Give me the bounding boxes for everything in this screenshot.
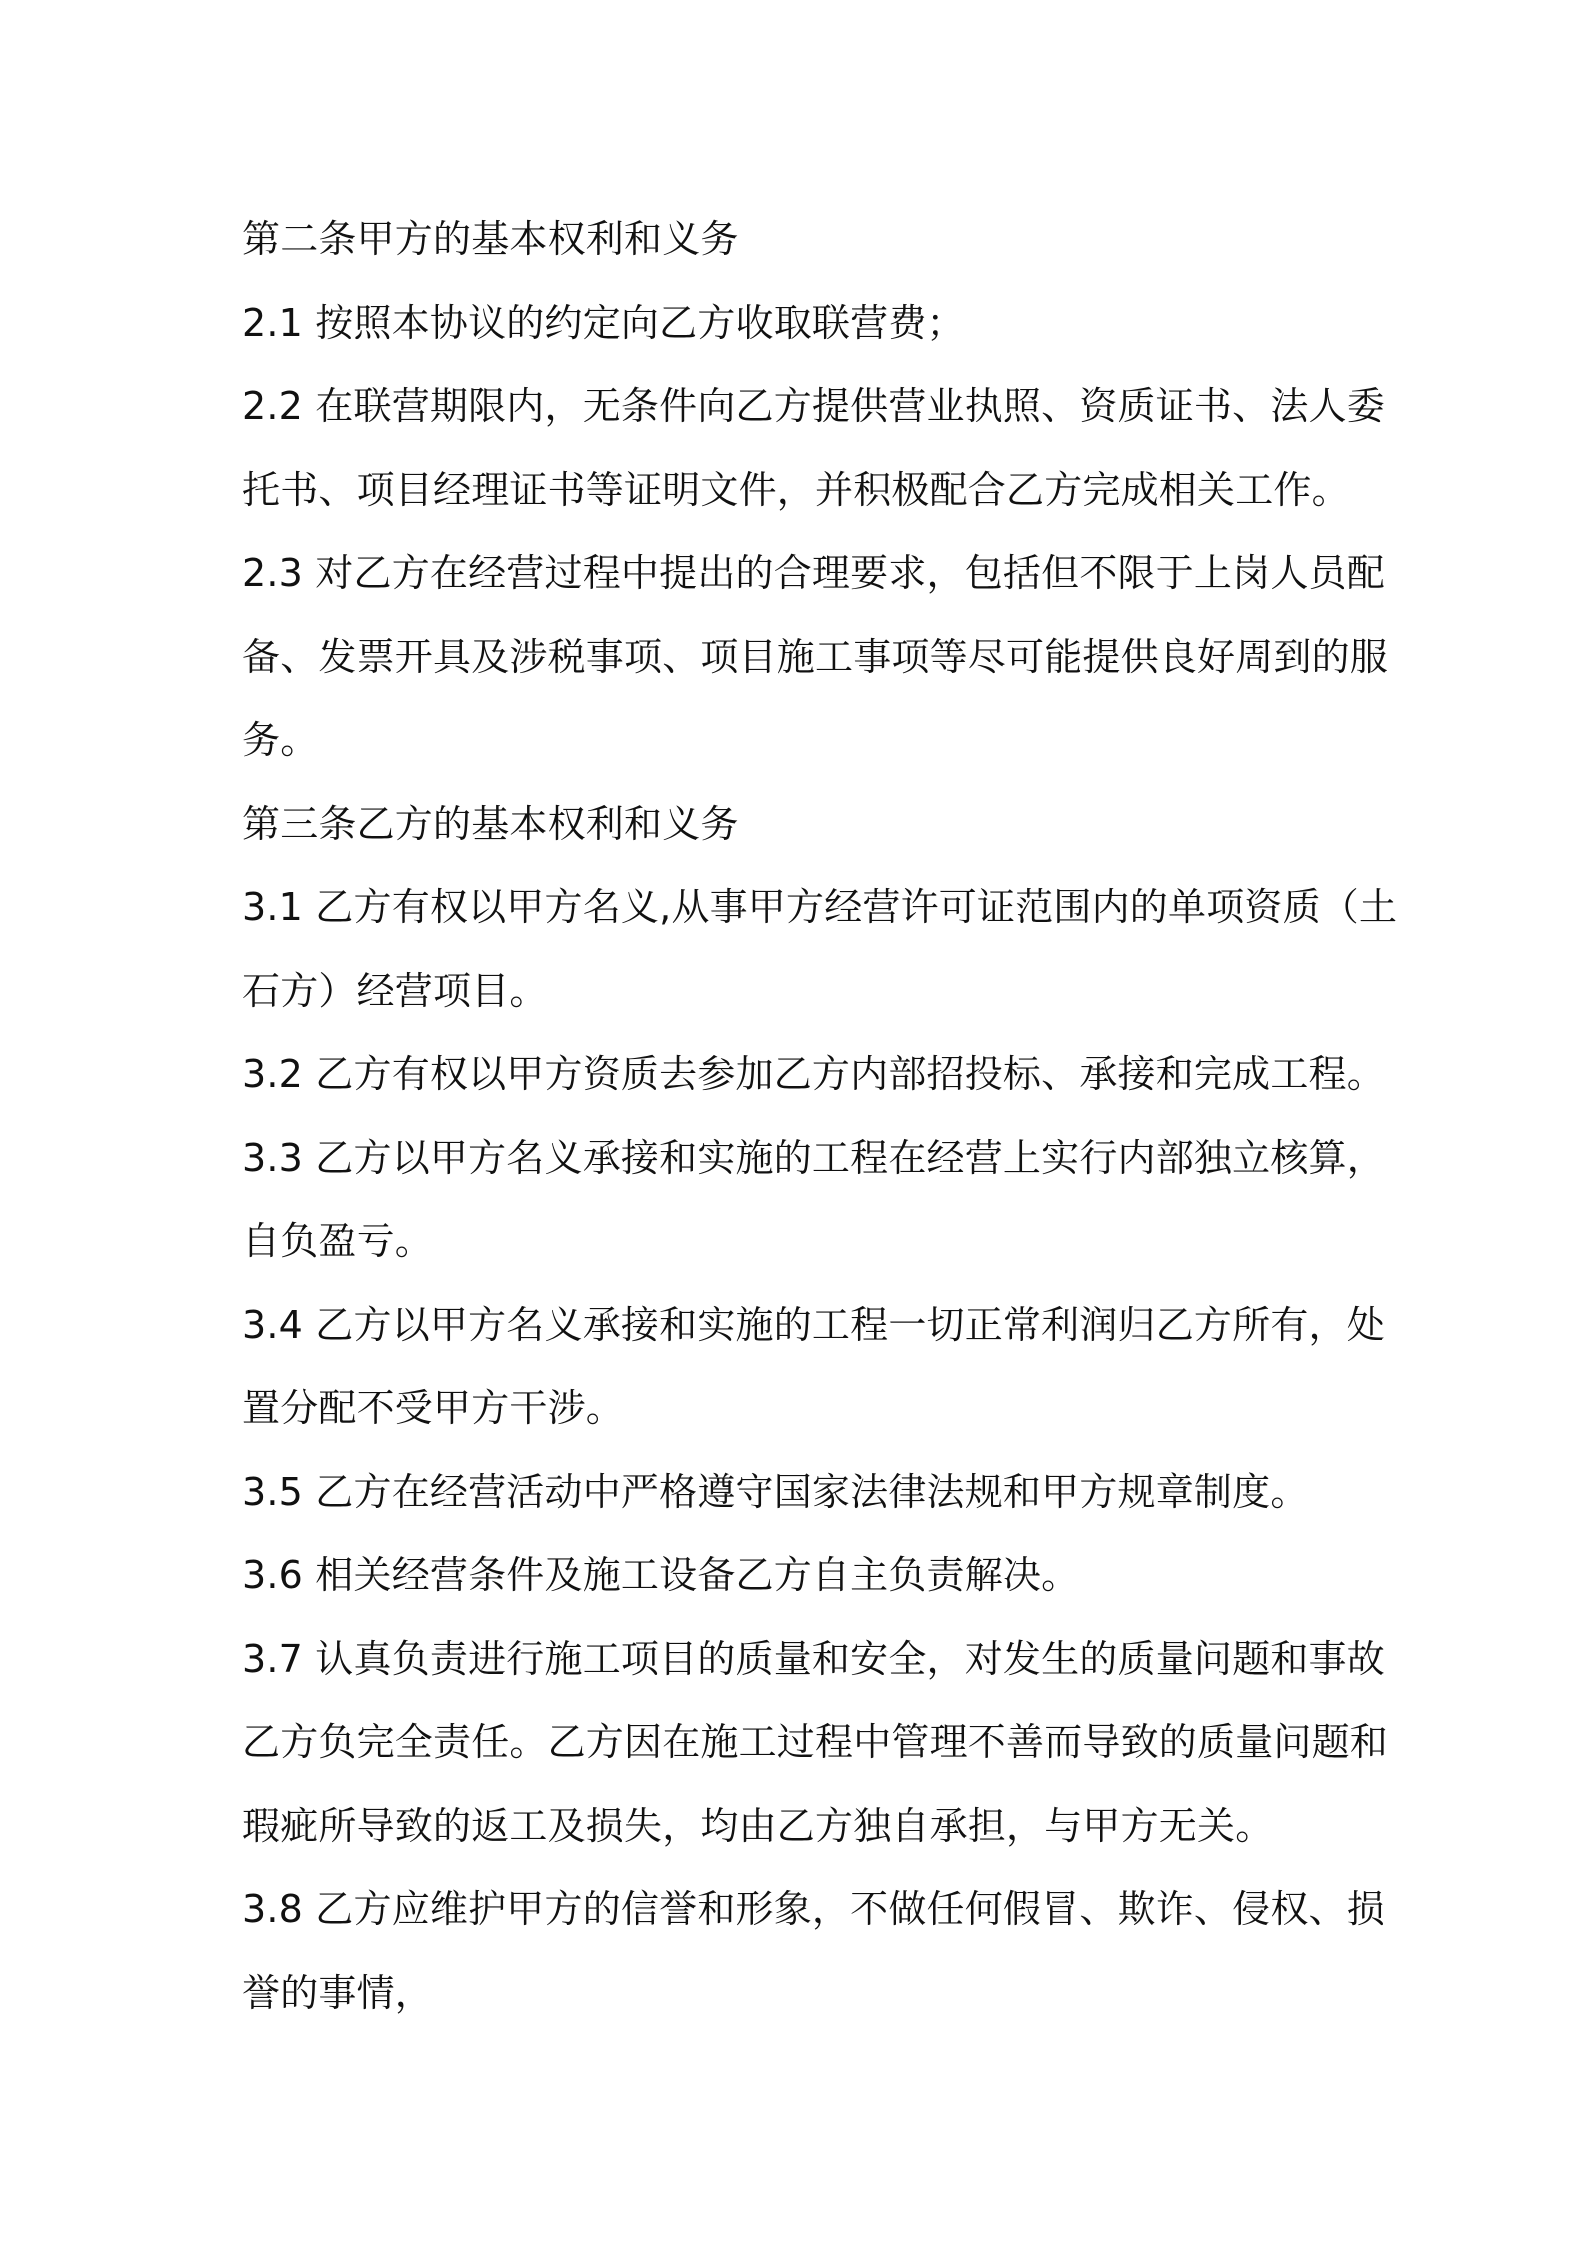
clause-3-7-line-3: 瑕疵所导致的返工及损失，均由乙方独自承担，与甲方无关。 <box>242 1803 1274 1848</box>
clause-3-6: 3.6 相关经营条件及施工设备乙方自主负责解决。 <box>242 1553 1080 1597</box>
clause-2-3-line-1: 2.3 对乙方在经营过程中提出的合理要求，包括但不限于上岗人员配 <box>242 551 1385 595</box>
clause-3-8-line-2: 誉的事情， <box>242 1970 434 2015</box>
clause-3-5: 3.5 乙方在经营活动中严格遵守国家法律法规和甲方规章制度。 <box>242 1469 1309 1514</box>
clause-2-2-line-1: 2.2 在联营期限内，无条件向乙方提供营业执照、资质证书、法人委 <box>242 384 1385 428</box>
clause-3-4-line-2: 置分配不受甲方干涉。 <box>242 1386 625 1430</box>
clause-2-3-line-3: 务。 <box>242 718 319 762</box>
section-heading-article-2: 第二条甲方的基本权利和义务 <box>242 217 739 261</box>
clause-2-2-line-2: 托书、项目经理证书等证明文件，并积极配合乙方完成相关工作。 <box>242 467 1350 512</box>
clause-2-1: 2.1 按照本协议的约定向乙方收取联营费； <box>242 300 965 345</box>
document-body <box>242 198 1398 2035</box>
clause-3-7-line-1: 3.7 认真负责进行施工项目的质量和安全，对发生的质量问题和事故 <box>242 1636 1385 1681</box>
clause-3-1-line-2: 石方）经营项目。 <box>242 968 548 1013</box>
clause-3-1-line-1: 3.1 乙方有权以甲方名义,从事甲方经营许可证范围内的单项资质（土 <box>242 885 1398 929</box>
clause-3-8-line-1: 3.8 乙方应维护甲方的信誉和形象，不做任何假冒、欺诈、侵权、损 <box>242 1887 1385 1931</box>
clause-3-4-line-1: 3.4 乙方以甲方名义承接和实施的工程一切正常利润归乙方所有，处 <box>242 1302 1385 1347</box>
clause-3-3-line-2: 自负盈亏。 <box>242 1219 434 1263</box>
section-heading-article-3: 第三条乙方的基本权利和义务 <box>242 801 739 846</box>
clause-3-7-line-2: 乙方负完全责任。乙方因在施工过程中管理不善而导致的质量问题和 <box>242 1720 1389 1764</box>
clause-3-3-line-1: 3.3 乙方以甲方名义承接和实施的工程在经营上实行内部独立核算， <box>242 1135 1385 1180</box>
clause-3-2: 3.2 乙方有权以甲方资质去参加乙方内部招投标、承接和完成工程。 <box>242 1052 1385 1096</box>
clause-2-3-line-2: 备、发票开具及涉税事项、项目施工事项等尽可能提供良好周到的服 <box>242 634 1389 679</box>
